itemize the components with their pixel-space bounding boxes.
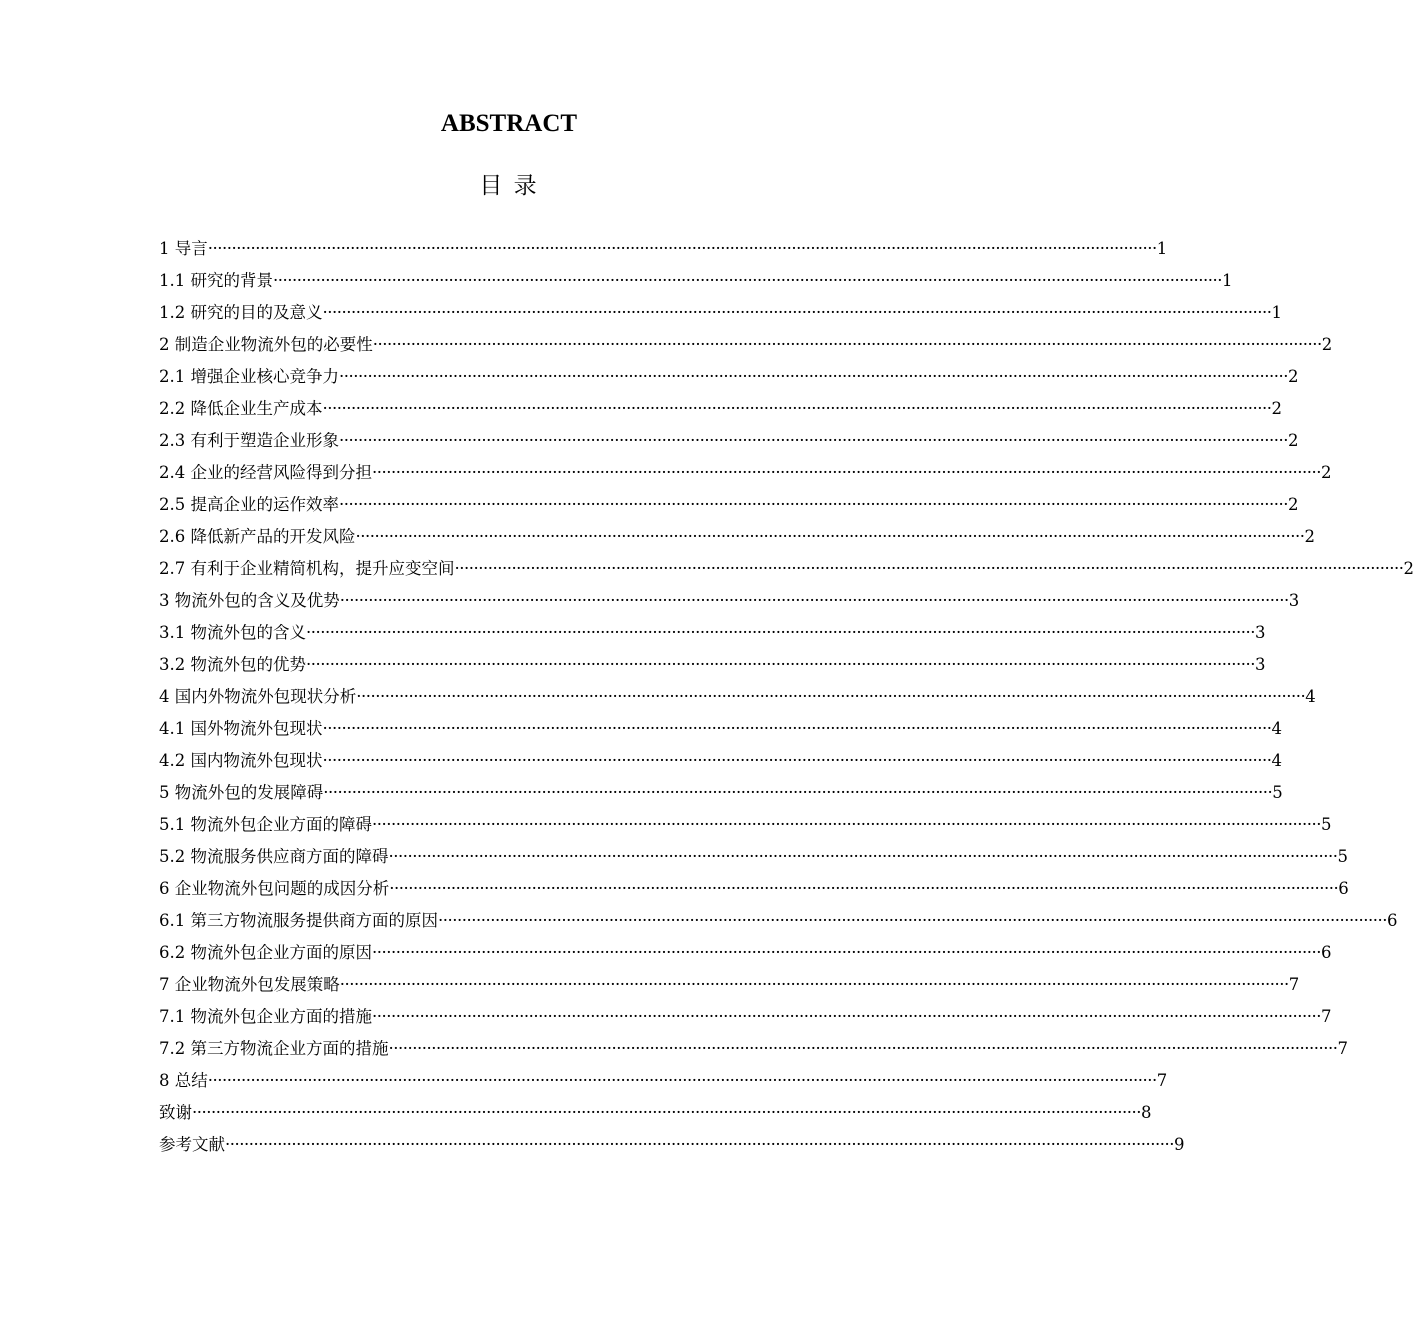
- toc-entry-page-number: 5: [1272, 783, 1283, 802]
- toc-entry-title: 6 企业物流外包问题的成因分析: [159, 879, 390, 898]
- toc-entry-title: 1.2 研究的目的及意义: [159, 303, 323, 322]
- toc-entry-page-number: 4: [1305, 687, 1316, 706]
- toc-dot-leader: ········································································································································································································: [207, 239, 1157, 258]
- toc-entry[interactable]: [159, 457, 1332, 489]
- toc-entry-page-number: 6: [1320, 943, 1332, 962]
- toc-entry-title: 2.7 有利于企业精简机构，提升应变空间: [159, 559, 455, 578]
- toc-entry[interactable]: [159, 329, 1333, 361]
- toc-entry-title: 1.1 研究的背景: [159, 271, 273, 290]
- toc-dot-leader: ········································································································································································································: [323, 783, 1273, 802]
- toc-entry-page-number: 7: [1288, 975, 1300, 994]
- toc-entry[interactable]: [159, 905, 1398, 937]
- toc-dot-leader: ········································································································································································································: [389, 879, 1339, 898]
- toc-dot-leader: ········································································································································································································: [339, 975, 1289, 994]
- toc-entry-page-number: 6: [1338, 879, 1349, 898]
- toc-entry-title: 2.3 有利于塑造企业形象: [159, 431, 339, 450]
- toc-dot-leader: ········································································································································································································: [339, 431, 1288, 450]
- toc-entry-title: 5.2 物流服务供应商方面的障碍: [159, 847, 389, 866]
- toc-dot-leader: ········································································································································································································: [306, 655, 1255, 674]
- toc-entry-title: 致谢: [159, 1103, 192, 1122]
- toc-entry-page-number: 9: [1173, 1135, 1185, 1154]
- toc-dot-leader: ········································································································································································································: [355, 527, 1305, 546]
- toc-entry[interactable]: [159, 649, 1266, 681]
- toc-dot-leader: ········································································································································································································: [322, 399, 1272, 418]
- toc-entry-page-number: 2: [1320, 463, 1332, 482]
- toc-entry[interactable]: [159, 425, 1299, 457]
- toc-entry-title: 2.6 降低新产品的开发风险: [159, 527, 356, 546]
- toc-entry-title: 2 制造企业物流外包的必要性: [159, 335, 373, 354]
- toc-dot-leader: ········································································································································································································: [339, 367, 1288, 386]
- toc-dot-leader: ········································································································································································································: [322, 751, 1272, 770]
- toc-entry-title: 3 物流外包的含义及优势: [159, 591, 340, 610]
- toc-entry-title: 7.1 物流外包企业方面的措施: [159, 1007, 372, 1026]
- toc-entry-title: 2.2 降低企业生产成本: [159, 399, 323, 418]
- toc-entry[interactable]: [159, 617, 1266, 649]
- toc-dot-leader: ········································································································································································································: [438, 911, 1387, 930]
- toc-entry[interactable]: [159, 1097, 1152, 1129]
- toc-entry-title: 6.2 物流外包企业方面的原因: [159, 943, 372, 962]
- toc-entry-title: 7 企业物流外包发展策略: [159, 975, 340, 994]
- toc-entry[interactable]: [159, 873, 1349, 905]
- toc-entry-page-number: 7: [1320, 1007, 1332, 1026]
- toc-entry-page-number: 2: [1271, 399, 1282, 418]
- toc-entry-page-number: 6: [1386, 911, 1398, 930]
- toc-entry-page-number: 3: [1288, 591, 1300, 610]
- toc-dot-leader: ········································································································································································································: [306, 623, 1255, 642]
- toc-entry[interactable]: [159, 681, 1316, 713]
- toc-dot-leader: ········································································································································································································: [454, 559, 1404, 578]
- toc-entry-page-number: 2: [1304, 527, 1315, 546]
- toc-entry[interactable]: [159, 297, 1282, 329]
- toc-entry-page-number: 5: [1320, 815, 1332, 834]
- toc-dot-leader: ········································································································································································································: [322, 719, 1272, 738]
- toc-entry[interactable]: [159, 745, 1282, 777]
- abstract-heading: ABSTRACT: [440, 110, 578, 137]
- toc-entry-page-number: 2: [1403, 559, 1414, 578]
- toc-entry[interactable]: [159, 1065, 1168, 1097]
- toc-entry-title: 3.2 物流外包的优势: [159, 655, 306, 674]
- toc-entry[interactable]: [159, 553, 1414, 585]
- toc-entry[interactable]: [159, 713, 1282, 745]
- toc-entry-title: 1 导言: [159, 239, 208, 258]
- toc-dot-leader: ········································································································································································································: [372, 943, 1321, 962]
- toc-dot-leader: ········································································································································································································: [339, 591, 1289, 610]
- toc-dot-leader: ········································································································································································································: [273, 271, 1222, 290]
- toc-entry-title: 2.5 提高企业的运作效率: [159, 495, 339, 514]
- toc-entry[interactable]: [159, 969, 1300, 1001]
- toc-entry-title: 3.1 物流外包的含义: [159, 623, 306, 642]
- toc-entry-title: 4.2 国内物流外包现状: [159, 751, 323, 770]
- toc-entry-page-number: 2: [1321, 335, 1333, 354]
- toc-entry-title: 4.1 国外物流外包现状: [159, 719, 323, 738]
- toc-dot-leader: ········································································································································································································: [372, 463, 1321, 482]
- toc-heading: 目 录: [479, 173, 539, 199]
- toc-entry[interactable]: [159, 521, 1315, 553]
- table-of-contents: [159, 233, 1414, 1161]
- toc-entry-title: 4 国内外物流外包现状分析: [159, 687, 357, 706]
- toc-entry[interactable]: [159, 361, 1299, 393]
- toc-entry-page-number: 3: [1254, 655, 1266, 674]
- toc-entry-page-number: 2: [1287, 431, 1299, 450]
- toc-entry[interactable]: [159, 777, 1283, 809]
- toc-entry[interactable]: [159, 1129, 1185, 1161]
- toc-entry-page-number: 8: [1140, 1103, 1152, 1122]
- toc-entry[interactable]: [159, 1001, 1332, 1033]
- toc-entry-page-number: 7: [1156, 1071, 1168, 1090]
- toc-entry-page-number: 4: [1271, 719, 1282, 738]
- toc-entry-page-number: 5: [1337, 847, 1348, 866]
- toc-entry-page-number: 7: [1337, 1039, 1348, 1058]
- toc-dot-leader: ········································································································································································································: [372, 335, 1322, 354]
- toc-entry-page-number: 4: [1271, 751, 1282, 770]
- toc-entry-title: 8 总结: [159, 1071, 208, 1090]
- toc-entry[interactable]: [159, 489, 1299, 521]
- toc-entry[interactable]: [159, 841, 1348, 873]
- toc-entry-page-number: 3: [1254, 623, 1266, 642]
- toc-dot-leader: ········································································································································································································: [192, 1103, 1141, 1122]
- toc-entry[interactable]: [159, 1033, 1348, 1065]
- toc-dot-leader: ········································································································································································································: [372, 1007, 1321, 1026]
- toc-dot-leader: ········································································································································································································: [339, 495, 1288, 514]
- toc-entry[interactable]: [159, 393, 1282, 425]
- toc-entry-title: 5 物流外包的发展障碍: [159, 783, 324, 802]
- toc-entry[interactable]: [159, 809, 1332, 841]
- toc-entry[interactable]: [159, 937, 1332, 969]
- toc-entry-page-number: 1: [1221, 271, 1233, 290]
- toc-dot-leader: ········································································································································································································: [225, 1135, 1174, 1154]
- toc-entry[interactable]: [159, 233, 1168, 265]
- toc-dot-leader: ········································································································································································································: [388, 847, 1338, 866]
- toc-dot-leader: ········································································································································································································: [207, 1071, 1157, 1090]
- toc-dot-leader: ········································································································································································································: [322, 303, 1272, 322]
- toc-entry-title: 2.1 增强企业核心竞争力: [159, 367, 339, 386]
- toc-entry-title: 6.1 第三方物流服务提供商方面的原因: [159, 911, 438, 930]
- toc-entry-page-number: 2: [1287, 367, 1299, 386]
- toc-entry[interactable]: [159, 265, 1233, 297]
- toc-entry-title: 7.2 第三方物流企业方面的措施: [159, 1039, 389, 1058]
- toc-dot-leader: ········································································································································································································: [388, 1039, 1338, 1058]
- toc-dot-leader: ········································································································································································································: [372, 815, 1321, 834]
- toc-entry-title: 2.4 企业的经营风险得到分担: [159, 463, 372, 482]
- toc-entry[interactable]: [159, 585, 1300, 617]
- toc-entry-page-number: 2: [1287, 495, 1299, 514]
- toc-entry-title: 5.1 物流外包企业方面的障碍: [159, 815, 372, 834]
- toc-entry-page-number: 1: [1271, 303, 1282, 322]
- toc-entry-page-number: 1: [1156, 239, 1168, 258]
- toc-dot-leader: ········································································································································································································: [356, 687, 1306, 706]
- toc-entry-title: 参考文献: [159, 1135, 225, 1154]
